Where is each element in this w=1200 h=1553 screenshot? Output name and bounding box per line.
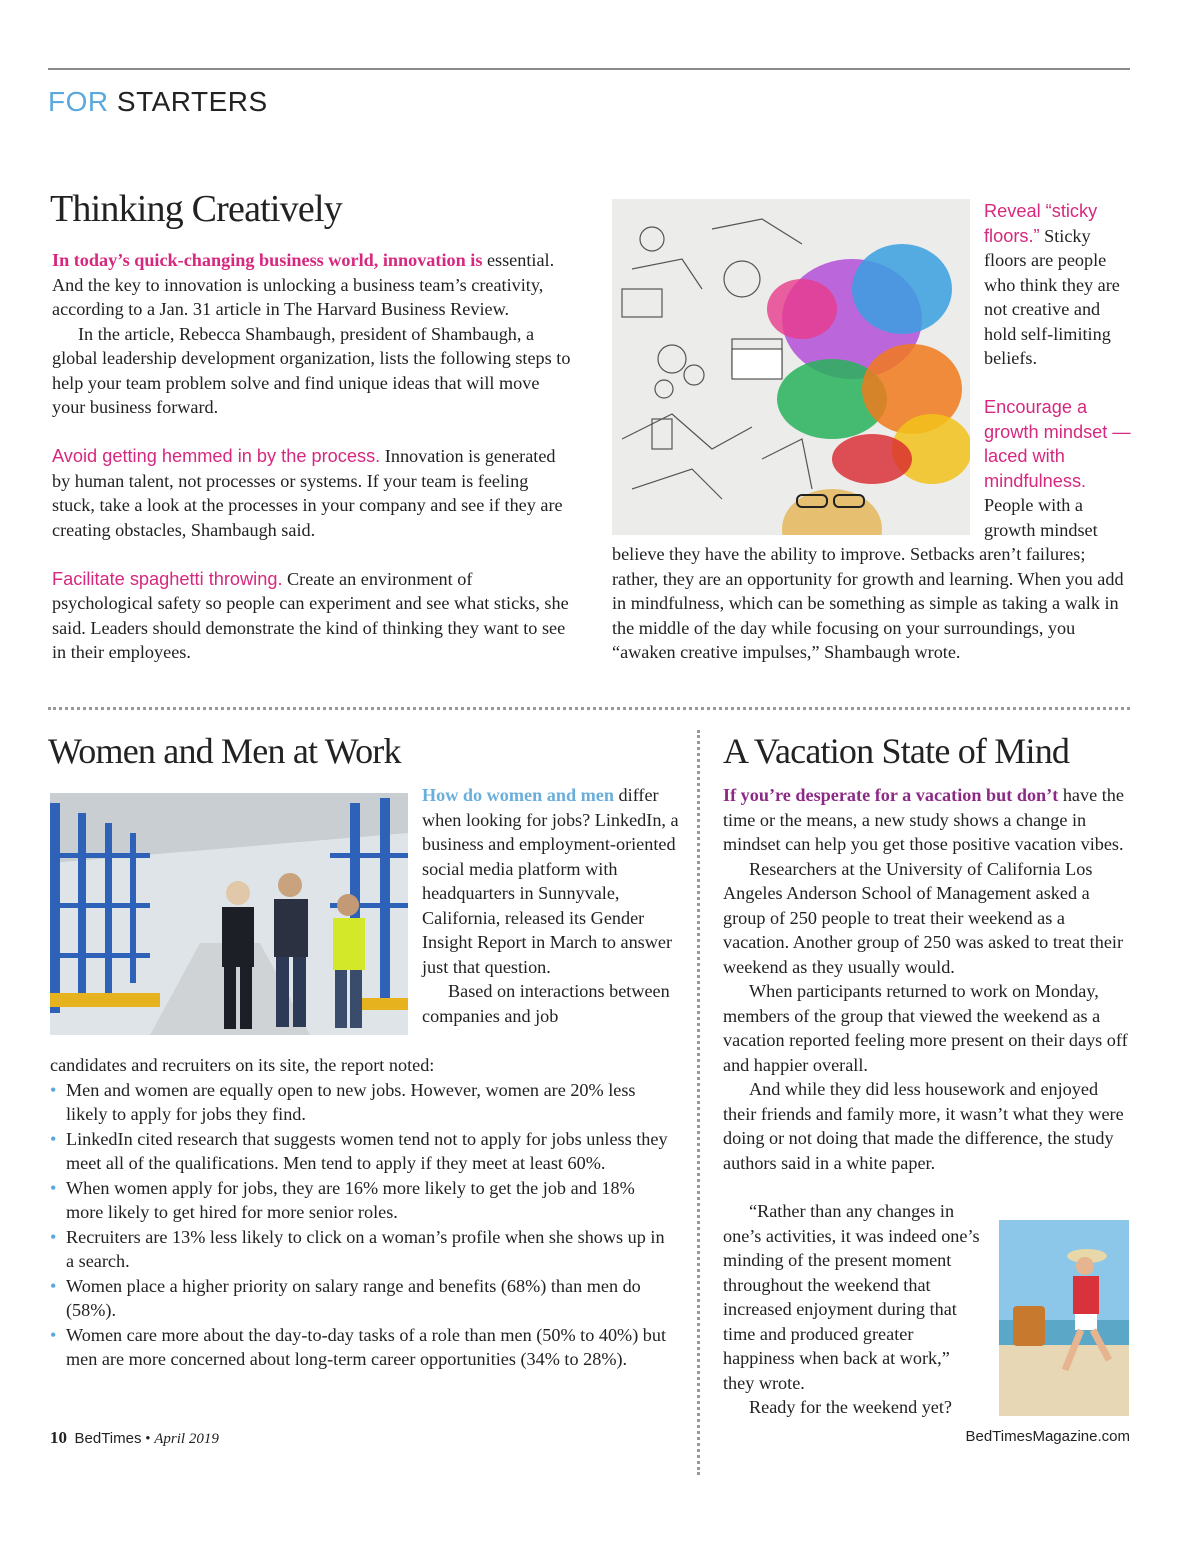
tip1-heading: Avoid getting hemmed in by the process.	[52, 446, 381, 466]
article-title-vacation-state-of-mind: A Vacation State of Mind	[723, 731, 1070, 771]
beach-photo	[999, 1220, 1129, 1416]
tip3-body: Sticky floors are people who think they are not creative and hold self-limiting beliefs.	[984, 225, 1120, 368]
vertical-dotted-divider	[697, 730, 700, 1475]
issue-date: April 2019	[154, 1431, 219, 1447]
article3-paragraph-5: “Rather than any changes in one’s activities, it was indeed one’s minding of the present moment throughout the weekend that increased enjoyment during that time and produced greater happiness when back at work,” they wrote.	[723, 1201, 980, 1393]
article1-lead-rest: essential. And the key to innovation is unlocking a business team’s creativity, according to a Jan. 31 article in The Harvard Business Review.	[52, 250, 555, 319]
article3-lead-rest: have the time or the means, a new study shows a change in mindset can help you get those positive vacation vibes.	[723, 785, 1124, 854]
section-label	[48, 86, 268, 118]
article-title-women-and-men: Women and Men at Work	[48, 731, 401, 771]
tip4-heading: Encourage a growth mindset — laced with mindfulness.	[984, 397, 1131, 491]
article3-paragraph-6: Ready for the weekend yet?	[749, 1397, 953, 1417]
section-label-for: FOR	[48, 86, 109, 117]
page-number: 10	[50, 1428, 67, 1447]
list-item: • LinkedIn cited research that suggests women tend not to apply for jobs unless they meet all of the qualifications. Men tend to apply if they meet at least 60%.	[50, 1127, 675, 1176]
tip1-body: Innovation is generated by human talent, not processes or systems. If your team is feeling stuck, take a look at the processes in your company and see if they are creating obstacles, Shambaugh said.	[52, 446, 563, 540]
article3-upper-text	[723, 783, 1131, 1175]
top-rule	[48, 68, 1130, 70]
magazine-name: BedTimes	[74, 1430, 142, 1447]
tip2-body: Create an environment of psychological safety so people can experiment and see what sticks, she said. Leaders should demonstrate the kind of thinking they want to see in their employees.	[52, 568, 569, 662]
article1-paragraph-2: In the article, Rebecca Shambaugh, president of Shambaugh, a global leadership development organization, lists the following steps to help your team problem solve and find unique ideas that will move your business forward.	[52, 323, 571, 417]
list-item: • Men and women are equally open to new jobs. However, women are 20% less likely to apply for jobs they find.	[50, 1078, 675, 1127]
tip3-heading: Reveal “sticky floors.”	[984, 201, 1098, 246]
article2-lead-rest: differ when looking for jobs? LinkedIn, a business and employment-oriented social media platform with headquarters in Sunnyvale, California, released its Gender Insight Report in March to answer just that question.	[422, 785, 679, 977]
article3-lower-text	[723, 1199, 985, 1420]
article2-paragraph-2-wide: candidates and recruiters on its site, the report noted:	[50, 1055, 435, 1075]
article1-left-column	[52, 248, 572, 665]
list-item: • Women place a higher priority on salary range and benefits (68%) than men do (58%).	[50, 1274, 675, 1323]
article2-bullet-list	[50, 1078, 675, 1372]
article2-body-wide	[50, 1053, 675, 1372]
article2-lead-highlight: How do women and men	[422, 785, 614, 805]
creativity-illustration	[612, 199, 970, 535]
footer-separator: •	[145, 1431, 151, 1447]
article3-paragraph-3: When participants returned to work on Monday, members of the group that viewed the weekend as a vacation reported feeling more present on their days off and happier overall.	[723, 981, 1128, 1075]
footer-website: BedTimesMagazine.com	[965, 1428, 1130, 1445]
list-item: • When women apply for jobs, they are 16% more likely to get the job and 18% more likely to get hired for more senior roles.	[50, 1176, 675, 1225]
article3-paragraph-4: And while they did less housework and enjoyed their friends and family more, it wasn’t what they were doing or not doing that made the difference, the study authors said in a white paper.	[723, 1079, 1124, 1173]
list-item: • Recruiters are 13% less likely to click on a woman’s profile when she shows up in a search.	[50, 1225, 675, 1274]
tip4-body-side: People with a growth mindset	[984, 495, 1098, 540]
tip4-body-wide: believe they have the ability to improve. Setbacks aren’t failures; rather, they are an opportunity for growth and learning. When you add in mindfulness, which can be something as simple as taking a walk in the middle of the day while focusing on your surroundings, you “awaken creative impulses,” Shambaugh wrote.	[612, 544, 1124, 662]
article-title-thinking-creatively: Thinking Creatively	[50, 188, 342, 230]
article3-lead-highlight: If you’re desperate for a vacation but don’t	[723, 785, 1059, 805]
article1-right-wide-text	[612, 542, 1132, 665]
article3-paragraph-2: Researchers at the University of California Los Angeles Anderson School of Management asked a group of 250 people to treat their weekend as a vacation. Another group of 250 was asked to treat their weekend as they usually would.	[723, 858, 1124, 977]
horizontal-dotted-divider	[48, 707, 1130, 710]
article1-right-narrow-column	[984, 199, 1134, 542]
footer-folio	[50, 1428, 219, 1448]
article2-paragraph-2-side: Based on interactions between companies and job	[422, 981, 670, 1026]
article1-lead-highlight: In today’s quick-changing business world, innovation is	[52, 250, 483, 270]
tip2-heading: Facilitate spaghetti throwing.	[52, 568, 283, 589]
list-item: • Women care more about the day-to-day tasks of a role than men (50% to 40%) but men are more concerned about long-term career opportunities (34% to 28%).	[50, 1323, 675, 1372]
warehouse-photo	[50, 793, 408, 1035]
article2-right-of-photo-text	[422, 783, 684, 1028]
section-label-starters: STARTERS	[116, 86, 268, 117]
